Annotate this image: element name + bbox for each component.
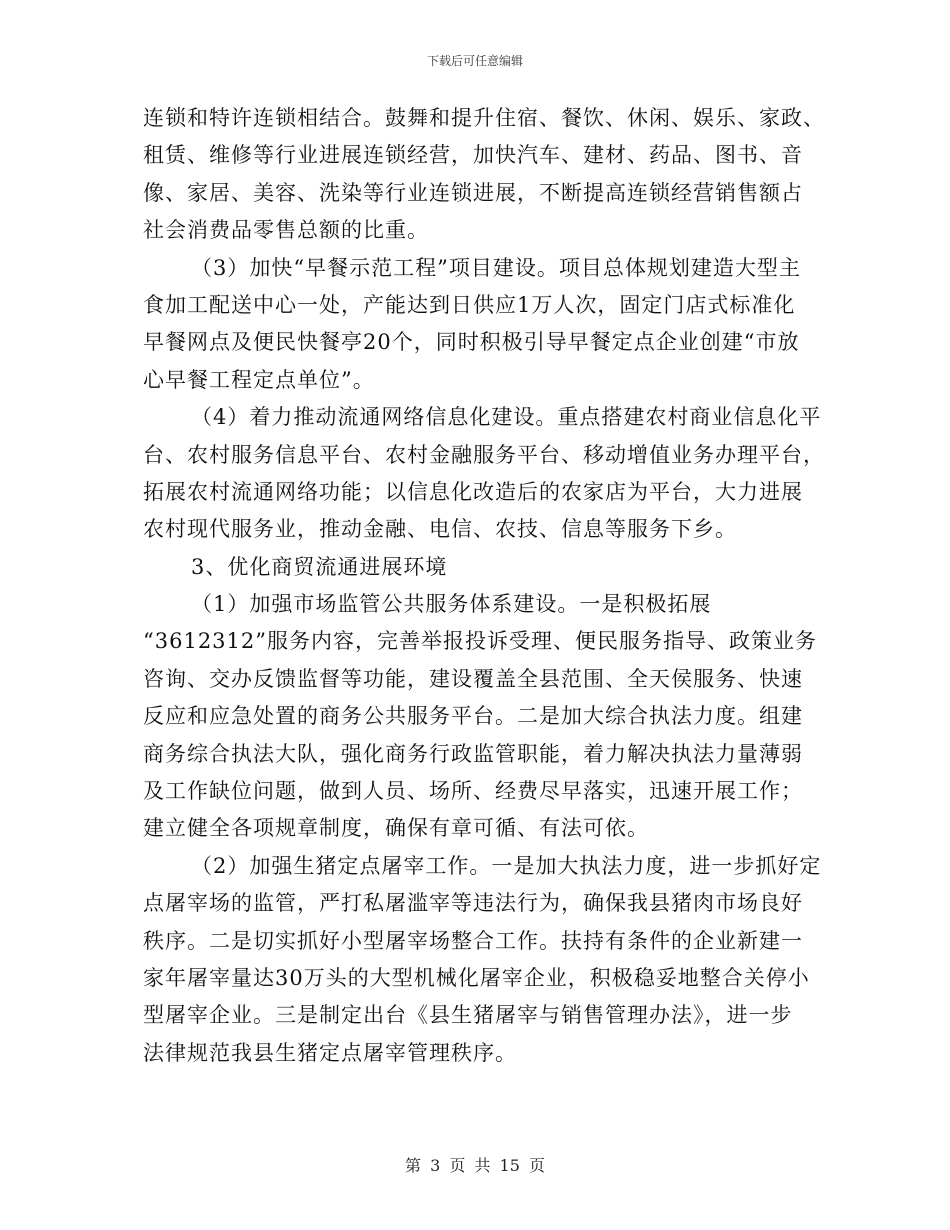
text-line: 商务综合执法大队，强化商务行政监管职能，着力解决执法力量薄弱	[143, 741, 803, 766]
text-line: 农村现代服务业，推动金融、电信、农技、信息等服务下乡。	[143, 517, 737, 542]
text-line: 法律规范我县生猪定点屠宰管理秩序。	[143, 1040, 517, 1065]
paragraph-start-line: （4）着力推动流通网络信息化建设。重点搭建农村商业信息化平	[191, 405, 822, 430]
text-line: 及工作缺位问题，做到人员、场所、经费尽早落实，迅速开展工作；	[143, 779, 803, 804]
paragraph-start-line: （3）加快“早餐示范工程”项目建设。项目总体规划建造大型主	[191, 255, 801, 280]
text-line: 秩序。二是切实抓好小型屠宰场整合工作。扶持有条件的企业新建一	[143, 928, 803, 953]
text-line: 咨询、交办反馈监督等功能，建设覆盖全县范围、全天侯服务、快速	[143, 666, 803, 691]
page-header: 下载后可任意编辑	[426, 54, 523, 68]
text-line: 台、农村服务信息平台、农村金融服务平台、移动增值业务办理平台，	[143, 442, 825, 467]
text-line: 家年屠宰量达30万头的大型机械化屠宰企业，积极稳妥地整合关停小	[143, 965, 810, 990]
text-line: 食加工配送中心一处，产能达到日供应1万人次，固定门店式标准化	[143, 292, 796, 317]
text-line: 早餐网点及便民快餐亭20个，同时积极引导早餐定点企业创建“市放	[143, 330, 800, 355]
text-line: 反应和应急处置的商务公共服务平台。二是加大综合执法力度。组建	[143, 704, 803, 729]
text-line: 租赁、维修等行业进展连锁经营，加快汽车、建材、药品、图书、音	[143, 143, 803, 168]
paragraph-start-line: （1）加强市场监管公共服务体系建设。一是积极拓展	[191, 592, 712, 617]
text-line: 连锁和特许连锁相结合。鼓舞和提升住宿、餐饮、休闲、娱乐、家政、	[143, 106, 825, 130]
text-line: 像、家居、美容、洗染等行业连锁进展，不断提高连锁经营销售额占	[143, 180, 803, 205]
text-line: 拓展农村流通网络功能；以信息化改造后的农家店为平台，大力进展	[143, 479, 803, 504]
text-line: 型屠宰企业。三是制定出台《县生猪屠宰与销售管理办法》，进一步	[143, 1003, 793, 1028]
text-line: “3612312”服务内容，完善举报投诉受理、便民服务指导、政策业务	[143, 629, 817, 654]
text-line: 社会消费品零售总额的比重。	[143, 218, 429, 243]
text-line: 心早餐工程定点单位”。	[143, 367, 375, 392]
page-number-footer: 第 3 页 共 15 页	[405, 1156, 545, 1175]
document-body	[143, 100, 825, 1072]
text-line: 建立健全各项规章制度，确保有章可循、有法可依。	[143, 816, 649, 841]
text-line: 点屠宰场的监管，严打私屠滥宰等违法行为，确保我县猪肉市场良好	[143, 891, 803, 916]
section-heading: 3、优化商贸流通进展环境	[191, 554, 448, 579]
paragraph-start-line: （2）加强生猪定点屠宰工作。一是加大执法力度，进一步抓好定	[191, 853, 822, 878]
